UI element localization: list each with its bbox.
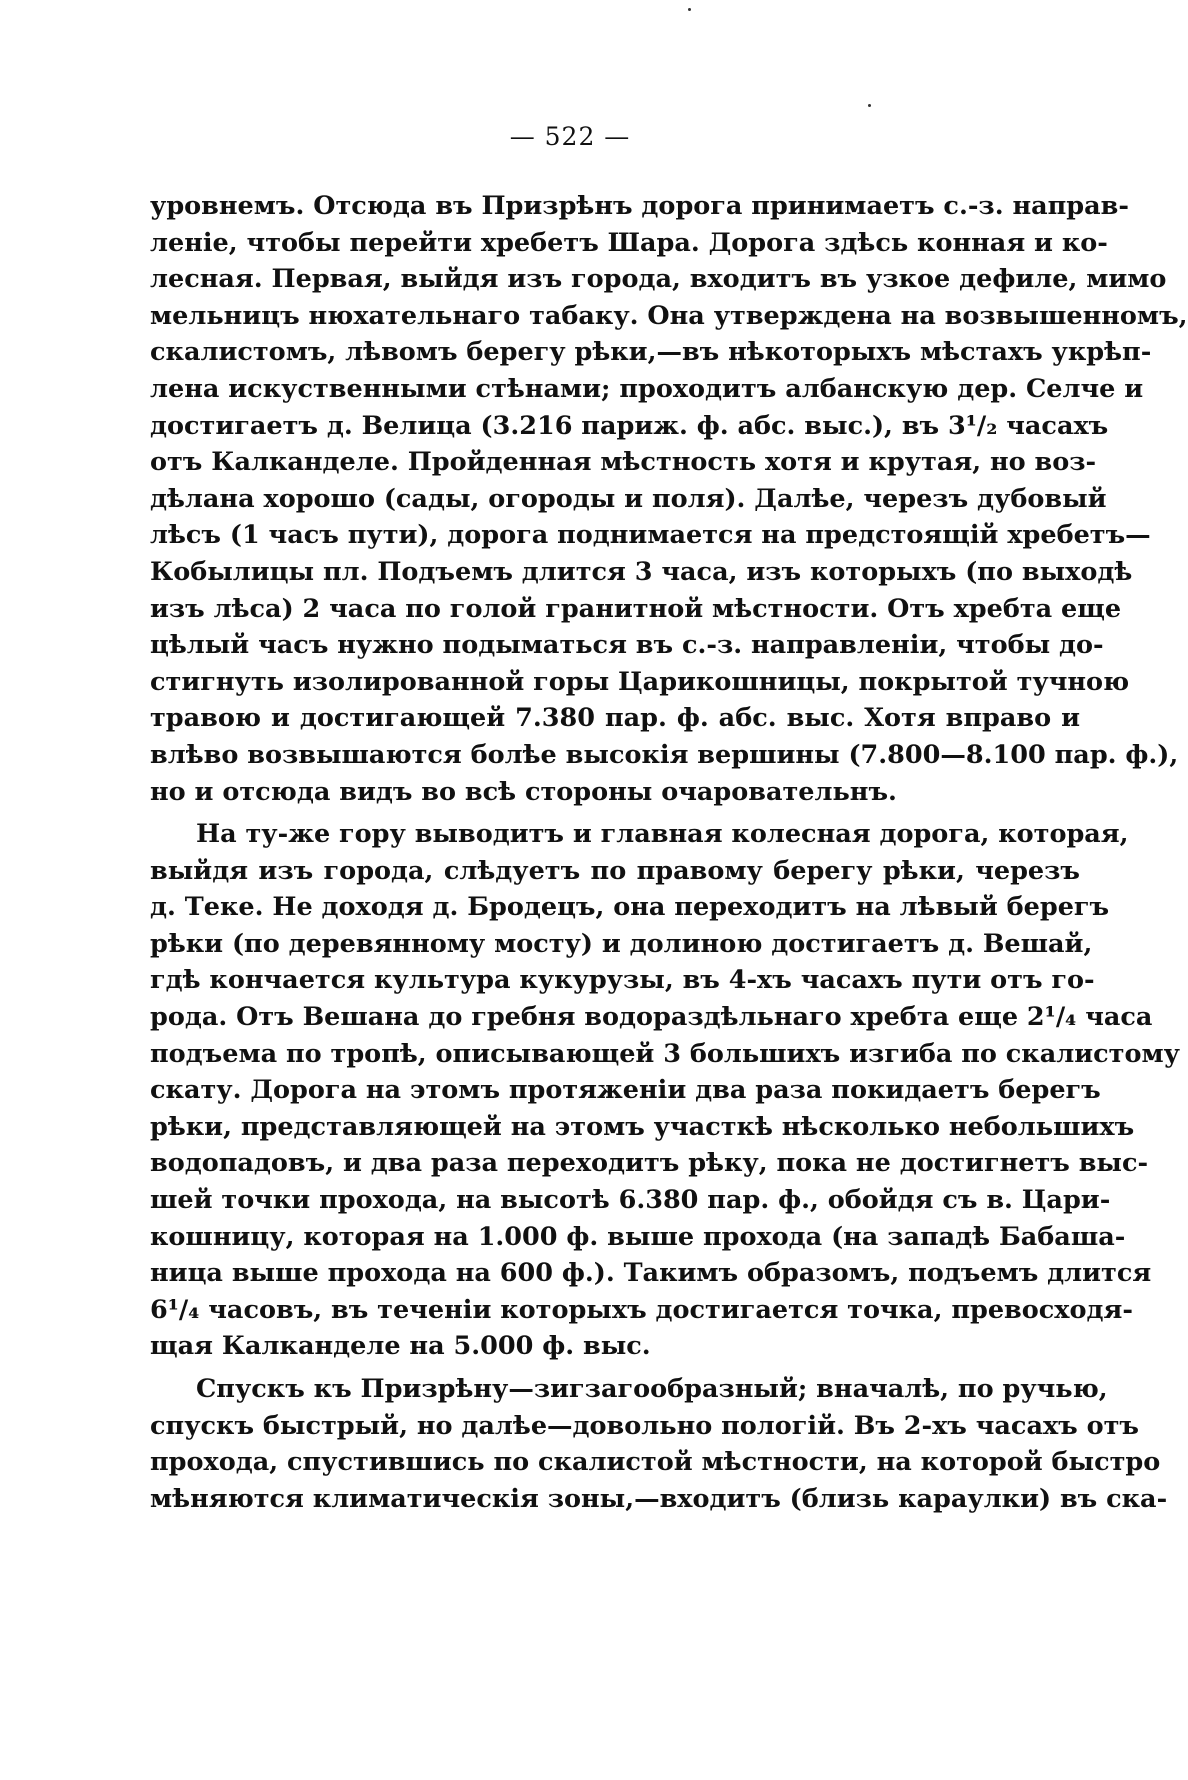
text-line: травою и достигающей 7.380 пар. ф. абс. выс. Хотя вправо и [150,703,1080,734]
text-line: щая Калканделе на 5.000 ф. выс. [150,1331,651,1362]
text-line: скату. Дорога на этомъ протяженіи два раза покидаетъ берегъ [150,1075,1101,1106]
text-line: лѣсъ (1 часъ пути), дорога поднимается на предстоящій хребетъ— [150,520,1151,551]
text-line: ница выше прохода на 600 ф.). Такимъ образомъ, подъемъ длится [150,1258,1152,1289]
text-line: цѣлый часъ нужно подыматься въ с.-з. направленіи, чтобы до- [150,630,1104,661]
text-line: но и отсюда видъ во всѣ стороны очаровательнъ. [150,776,897,807]
paragraph [150,816,1180,1365]
text-line: Спускъ къ Призрѣну—зигзагообразный; вначалѣ, по ручью, [196,1374,1108,1404]
text-line: д. Теке. Не доходя д. Бродецъ, она переходитъ на лѣвый берегъ [150,892,1110,923]
text-line: лесная. Первая, выйдя изъ города, входитъ въ узкое дефиле, мимо [150,264,1167,295]
paragraph [150,1371,1168,1517]
text-line: скалистомъ, лѣвомъ берегу рѣки,—въ нѣкоторыхъ мѣстахъ укрѣп- [150,337,1152,368]
text-line: прохода, спустившись по скалистой мѣстности, на которой быстро [150,1447,1161,1478]
body-text [150,188,1188,1517]
text-line: кошницу, которая на 1.000 ф. выше прохода (на западѣ Бабаша- [150,1221,1126,1252]
text-line: отъ Калканделе. Пройденная мѣстность хотя и крутая, но воз- [150,447,1097,478]
text-line: шей точки прохода, на высотѣ 6.380 пар. ф., обойдя съ в. Цари- [150,1185,1111,1216]
paragraph [150,188,1188,810]
text-line: влѣво возвышаются болѣе высокія вершины (7.800—8.100 пар. ф.), [150,739,1179,770]
text-line: рѣки, представляющей на этомъ участкѣ нѣсколько небольшихъ [150,1111,1135,1142]
text-line: гдѣ кончается культура кукурузы, въ 4-хъ часахъ пути отъ го- [150,965,1095,996]
text-line: рѣки (по деревянному мосту) и долиною достигаетъ д. Вешай, [150,928,1093,959]
text-line: 6¹/₄ часовъ, въ теченіи которыхъ достигается точка, превосходя- [150,1294,1133,1325]
page-number: — 522 — [509,122,631,151]
scan-speck [868,104,871,107]
text-line: рода. Отъ Вешана до гребня водораздѣльнаго хребта еще 2¹/₄ часа [150,1002,1153,1033]
text-line: выйдя изъ города, слѣдуетъ по правому берегу рѣки, черезъ [150,855,1080,886]
text-line: Кобылицы пл. Подъемъ длится 3 часа, изъ которыхъ (по выходѣ [150,556,1133,587]
text-line: изъ лѣса) 2 часа по голой гранитной мѣстности. Отъ хребта еще [150,593,1122,624]
text-line: дѣлана хорошо (сады, огороды и поля). Далѣе, черезъ дубовый [150,483,1107,514]
text-line: спускъ быстрый, но далѣе—довольно пологій. Въ 2-хъ часахъ отъ [150,1410,1139,1441]
scan-speck [688,8,691,11]
text-line: мѣняются климатическія зоны,—входитъ (близь караулки) въ ска- [150,1483,1168,1514]
text-line: водопадовъ, и два раза переходитъ рѣку, пока не достигнетъ выс- [150,1148,1149,1179]
text-line: На ту-же гору выводитъ и главная колесная дорога, которая, [196,819,1129,850]
text-line: уровнемъ. Отсюда въ Призрѣнъ дорога принимаетъ с.-з. направ- [150,191,1129,221]
text-line: стигнуть изолированной горы Царикошницы, покрытой тучною [150,666,1130,697]
text-line: леніе, чтобы перейти хребетъ Шара. Дорога здѣсь конная и ко- [150,227,1108,258]
text-line: подъема по тропѣ, описывающей 3 большихъ изгиба по скалистому [150,1038,1180,1069]
text-line: мельницъ нюхательнаго табаку. Она утверждена на возвышенномъ, [150,300,1188,331]
text-line: лена искуственными стѣнами; проходитъ албанскую дер. Селче и [150,373,1144,404]
text-line: достигаетъ д. Велица (3.216 париж. ф. абс. выс.), въ 3¹/₂ часахъ [150,410,1109,441]
